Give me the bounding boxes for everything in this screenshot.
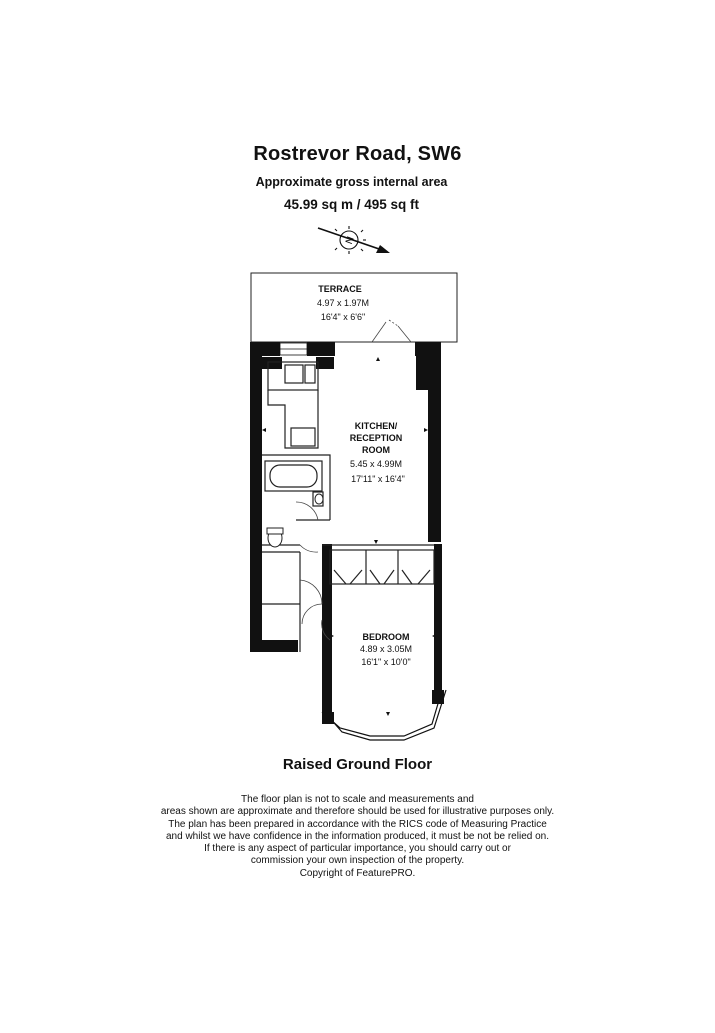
bedroom-metric: 4.89 x 3.05M: [359, 644, 413, 654]
floor-name: Raised Ground Floor: [282, 756, 433, 773]
bedroom-imperial: 16'1" x 10'0": [361, 657, 411, 667]
terrace-name: TERRACE: [318, 284, 362, 294]
disclaimer-line: commission your own inspection of the property.: [250, 855, 465, 867]
disclaimer-line: The plan has been prepared in accordance with the RICS code of Measuring Practice: [168, 818, 547, 830]
area-value: 45.99 sq m / 495 sq ft: [283, 197, 420, 212]
disclaimer-line: The floor plan is not to scale and measurements and: [241, 794, 474, 805]
window-top: [280, 343, 415, 355]
compass-letter: N: [344, 235, 357, 246]
terrace-metric: 4.97 x 1.97M: [316, 298, 370, 308]
disclaimer-line: If there is any aspect of particular importance, you should carry out or: [204, 843, 511, 855]
terrace-door: [372, 320, 411, 342]
kitchen-name-3: ROOM: [362, 445, 390, 455]
interior-walls: [262, 362, 434, 652]
kitchen-imperial: 17'11" x 16'4": [351, 474, 405, 484]
area-label: Approximate gross internal area: [255, 175, 448, 189]
bay-window: [322, 690, 446, 740]
disclaimer-line: areas shown are approximate and therefore should be used for illustrative purposes only.: [160, 806, 555, 818]
kitchen-name-1: KITCHEN/: [354, 421, 398, 431]
terrace-imperial: 16'4" x 6'6": [320, 312, 366, 322]
disclaimer-line: Copyright of FeaturePRO.: [299, 867, 416, 879]
property-address: Rostrevor Road, SW6: [253, 143, 462, 165]
bedroom-name: BEDROOM: [362, 632, 410, 642]
kitchen-metric: 5.45 x 4.99M: [349, 459, 403, 469]
disclaimer: [0, 794, 715, 880]
disclaimer-line: and whilst we have confidence in the information produced, it must be not be relied on.: [165, 830, 549, 842]
kitchen-name-2: RECEPTION: [349, 433, 403, 443]
